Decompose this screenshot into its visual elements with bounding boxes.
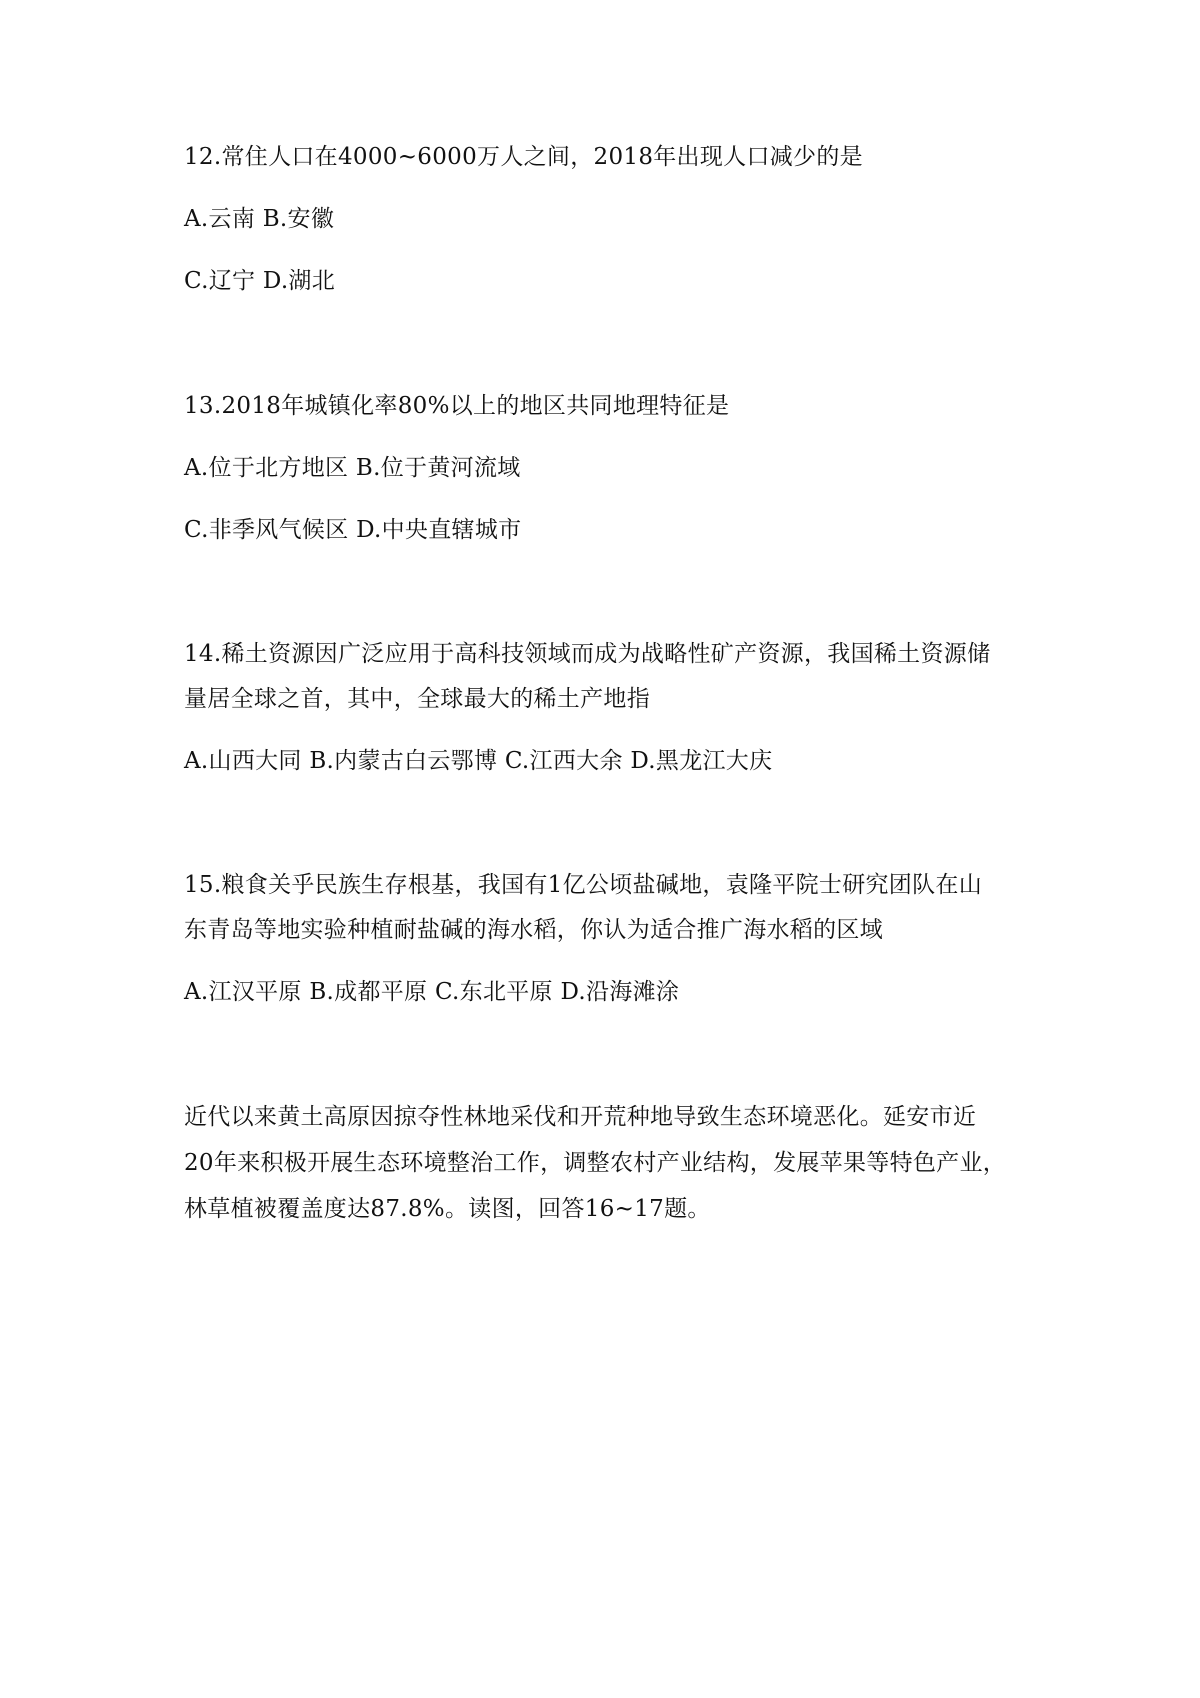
question-12-options-cd: C.辽宁 D.湖北 xyxy=(184,268,336,294)
question-15-options: A.江汉平原 B.成都平原 C.东北平原 D.沿海滩涂 xyxy=(184,979,680,1005)
question-13-options-ab: A.位于北方地区 B.位于黄河流域 xyxy=(184,455,521,481)
question-13-options-cd: C.非季风气候区 D.中央直辖城市 xyxy=(184,517,522,543)
question-15-stem-line-2: 东青岛等地实验种植耐盐碱的海水稻，你认为适合推广海水稻的区域 xyxy=(184,917,883,943)
question-13-stem: 13.2018年城镇化率80%以上的地区共同地理特征是 xyxy=(184,393,730,419)
question-14-options: A.山西大同 B.内蒙古白云鄂博 C.江西大余 D.黑龙江大庆 xyxy=(184,748,773,774)
question-14-stem-line-2: 量居全球之首，其中，全球最大的稀土产地指 xyxy=(184,686,650,712)
passage-line-3: 林草植被覆盖度达87.8%。读图，回答16~17题。 xyxy=(184,1196,711,1222)
question-12-stem: 12.常住人口在4000~6000万人之间，2018年出现人口减少的是 xyxy=(184,144,863,170)
passage-line-2: 20年来积极开展生态环境整治工作，调整农村产业结构，发展苹果等特色产业， xyxy=(184,1150,1007,1176)
passage-line-1: 近代以来黄土高原因掠夺性林地采伐和开荒种地导致生态环境恶化。延安市近 xyxy=(184,1104,977,1130)
question-12-options-ab: A.云南 B.安徽 xyxy=(184,206,335,232)
question-15-stem-line-1: 15.粮食关乎民族生存根基，我国有1亿公顷盐碱地，袁隆平院士研究团队在山 xyxy=(184,872,983,898)
question-14-stem-line-1: 14.稀土资源因广泛应用于高科技领域而成为战略性矿产资源，我国稀土资源储 xyxy=(184,641,991,667)
